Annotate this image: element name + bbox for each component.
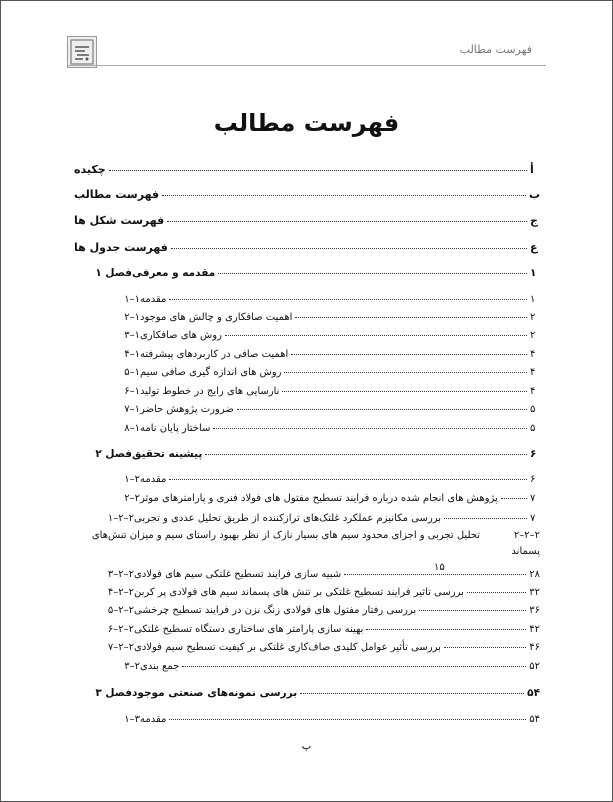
toc-title: اهمیت صافی در کاربردهای پیشرفته: [140, 349, 289, 360]
toc-title: بهینه سازی پارامتر های ساختاری دستگاه تسطیح غلتکی: [134, 624, 364, 635]
toc-title: تحلیل تجربی و اجزای محدود سیم های بسیار نازک از نظر بهبود راستای سیم و میزان تنش‌های پسماند: [91, 530, 540, 557]
toc-page: ۲: [530, 312, 536, 323]
section-number: ۱–۶: [124, 386, 140, 397]
leader-dots: [109, 170, 527, 171]
toc-section[interactable]: [74, 404, 540, 415]
chapter-label: فصل ۱: [95, 267, 132, 279]
toc-title: مقدمه: [140, 714, 167, 725]
toc-title: چکیده: [74, 163, 106, 176]
leader-dots: [182, 666, 526, 667]
leader-dots: [295, 317, 527, 318]
toc-title: روش های صافکاری: [140, 330, 222, 341]
toc-section[interactable]: [74, 423, 540, 434]
toc-page: ع: [530, 241, 538, 254]
section-number: ۲–۲–۴: [107, 587, 134, 598]
toc-subsection[interactable]: [74, 587, 540, 598]
toc-page: ۵۴: [527, 687, 540, 699]
toc-page: ۷: [530, 513, 536, 524]
toc-section[interactable]: [74, 294, 540, 305]
toc-page: ۴: [530, 349, 536, 360]
university-seal-icon: [67, 36, 97, 68]
toc-subsection[interactable]: [74, 642, 540, 653]
leader-dots: [501, 498, 527, 499]
toc-section[interactable]: [74, 330, 540, 341]
leader-dots: [344, 574, 526, 575]
leader-dots: [444, 647, 526, 648]
leader-dots: [167, 221, 527, 222]
toc-entry-abstract[interactable]: [74, 163, 540, 176]
toc-chapter-2[interactable]: [74, 448, 540, 460]
leader-dots: [171, 248, 527, 249]
toc-entry-tables[interactable]: [74, 241, 540, 254]
leader-dots: [284, 372, 527, 373]
toc-section[interactable]: [74, 349, 540, 360]
section-number: ۱–۴: [124, 349, 140, 360]
toc-section[interactable]: [74, 367, 540, 378]
toc-title: فهرست مطالب: [74, 188, 160, 201]
toc-title: اهمیت صافکاری و چالش های موجود: [140, 312, 293, 323]
section-number: ۲–۲–۵: [107, 605, 134, 616]
toc-title: فهرست شکل ها: [74, 214, 165, 227]
toc-page: ۲۸: [529, 569, 540, 580]
section-number: ۱–۱: [124, 294, 140, 305]
section-number: ۱–۳: [124, 330, 140, 341]
section-number: ۱–۲: [124, 312, 140, 323]
toc-title: ضرورت پژوهش حاضر: [140, 404, 234, 415]
leader-dots: [169, 719, 526, 720]
toc-page: ۶: [530, 474, 536, 485]
header-divider: [67, 65, 546, 66]
toc-page: ۴۶: [529, 642, 540, 653]
section-number: ۳–۱: [124, 714, 140, 725]
leader-dots: [162, 195, 526, 196]
leader-dots: [237, 409, 527, 410]
leader-dots: [291, 354, 527, 355]
section-number: ۲–۲–۳: [107, 569, 134, 580]
section-number: ۱–۷: [124, 404, 140, 415]
leader-dots: [225, 335, 527, 336]
toc-title: بررسی نمونه‌های صنعتی موجود: [132, 687, 298, 699]
toc-page: أ: [530, 163, 534, 176]
toc-title: روش های اندازه گیری صافی سیم: [140, 367, 282, 378]
toc-title: پیشینه تحقیق: [132, 448, 203, 460]
toc-entry-contents[interactable]: [74, 188, 540, 201]
toc-title: بررسی مکانیزم عملکرد غلتک‌های تراز‌کننده از طریق تحلیل عددی و تجربی: [134, 513, 442, 524]
toc-page: ۳۲: [529, 587, 540, 598]
chapter-label: فصل ۲: [95, 448, 132, 460]
toc-title: ساختار پایان نامه: [140, 423, 211, 434]
leader-dots: [300, 693, 524, 694]
section-number: ۲–۱: [124, 474, 140, 485]
toc-title: بررسی تاثیر فرایند تسطیح غلتکی بر تنش های پسماند سیم های فولادی پر کربن: [134, 587, 464, 598]
leader-dots: [205, 454, 527, 455]
toc-page: ۵۴: [529, 714, 540, 725]
toc-page: ۵۲: [529, 661, 540, 672]
section-number: ۱–۵: [124, 367, 140, 378]
toc-subsection[interactable]: [74, 624, 540, 635]
toc-title: پژوهش های انجام شده درباره فرایند تسطیح مفتول های فولاد فنری و پارامترهای موثر: [140, 493, 498, 504]
toc-subsection[interactable]: [74, 513, 540, 524]
leader-dots: [213, 428, 527, 429]
toc-page: ۷: [530, 493, 536, 504]
section-number: ۲–۲–۱: [107, 513, 134, 524]
toc-title: شبیه سازی فرایند تسطیح غلتکی سیم های فولادی: [134, 569, 342, 580]
toc-section[interactable]: [74, 312, 540, 323]
leader-dots: [169, 479, 527, 480]
toc-entry-figures[interactable]: [74, 214, 540, 227]
toc-section[interactable]: [74, 474, 540, 485]
chapter-label: فصل ۳: [95, 687, 132, 699]
toc-page: ۱۵: [434, 562, 445, 573]
toc-chapter-3[interactable]: [74, 687, 540, 699]
toc-title: مقدمه: [140, 294, 167, 305]
toc-page: ج: [530, 214, 538, 227]
leader-dots: [169, 299, 527, 300]
toc-section[interactable]: [74, 386, 540, 397]
leader-dots: [467, 592, 526, 593]
toc-page: ۴۲: [529, 624, 540, 635]
section-number: ۱–۸: [124, 423, 140, 434]
leader-dots: [419, 610, 526, 611]
section-number: ۲–۲–۶: [107, 624, 134, 635]
section-number: ۲–۳: [124, 661, 140, 672]
page-title: فهرست مطالب: [213, 109, 400, 137]
toc-page: ۲: [530, 330, 536, 341]
toc-subsection[interactable]: [74, 569, 540, 580]
toc-title: بررسی رفتار مفتول های فولادی زنگ نزن در فرایند تسطیح چرخشی: [134, 605, 417, 616]
section-number: ۲–۲–۷: [107, 642, 134, 653]
section-number: ۲–۲–۲: [513, 530, 540, 541]
toc-title: جمع بندی: [140, 661, 180, 672]
toc-section[interactable]: [74, 661, 540, 672]
toc-title: مقدمه: [140, 474, 167, 485]
toc-page: ۴: [530, 367, 536, 378]
running-header: فهرست مطالب: [459, 43, 532, 56]
toc-page: ۱: [530, 294, 536, 305]
toc-section[interactable]: [74, 493, 540, 504]
leader-dots: [282, 391, 527, 392]
toc-subsection[interactable]: [74, 605, 540, 616]
toc-title: نارسایی های رایج در خطوط تولید: [140, 386, 280, 397]
toc-page: ۵: [530, 404, 536, 415]
page-number: پ: [301, 741, 312, 752]
leader-dots: [366, 629, 526, 630]
toc-page: ب: [528, 188, 540, 201]
toc-title: مقدمه و معرفی: [132, 267, 216, 279]
toc-page: ۳۶: [529, 605, 540, 616]
leader-dots: [218, 273, 527, 274]
toc-page: ۴: [530, 386, 536, 397]
toc-section[interactable]: [74, 714, 540, 725]
toc-chapter-1[interactable]: [74, 267, 540, 279]
leader-dots: [444, 518, 527, 519]
toc-title: بررسی تأثیر عوامل کلیدی صاف‌کاری غلتکی بر کیفیت تسطیح سیم فولادی: [134, 642, 441, 653]
toc-page: ۶: [530, 448, 537, 460]
toc-page: ۱: [530, 267, 537, 279]
toc-title: فهرست جدول ها: [74, 241, 168, 254]
section-number: ۲–۲: [124, 493, 140, 504]
toc-page: ۵: [530, 423, 536, 434]
